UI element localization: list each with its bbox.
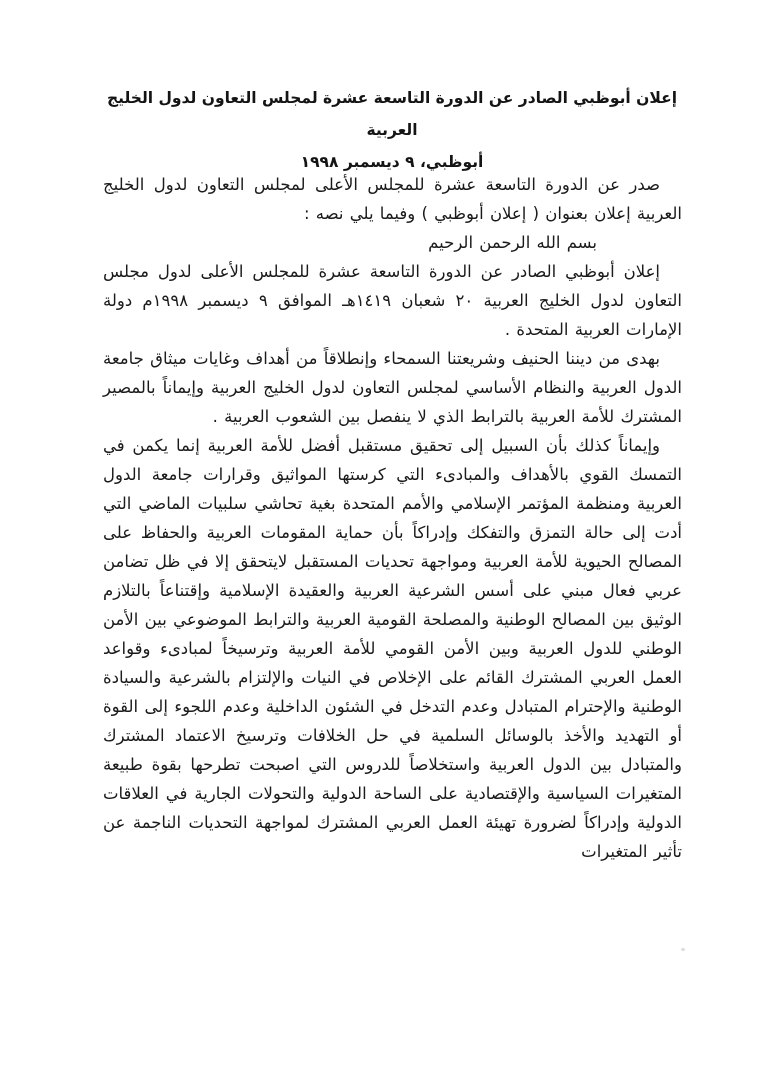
title-line-1: إعلان أبوظبي الصادر عن الدورة التاسعة عشرة لمجلس التعاون لدول الخليج العربية xyxy=(106,89,678,139)
paragraph-declaration-heading: إعلان أبوظبي الصادر عن الدورة التاسعة عشرة للمجلس الأعلى لدول مجلس التعاون لدول الخليج العربية ٢٠ شعبان ١٤١٩هـ الموافق ٩ ديسمبر ١٩٩٨م دولة الإمارات العربية المتحدة . xyxy=(103,262,682,339)
document-title xyxy=(100,82,684,178)
paragraph-main: وإيماناً كذلك بأن السبيل إلى تحقيق مستقبل أفضل للأمة العربية إنما يكمن في التمسك القوي بالأهداف والمبادىء التي كرستها المواثيق وقرارات جامعة الدول العربية ومنظمة المؤتمر الإسلامي والأمم المتحدة بغية تحاشي سلبيات الماضي التي أدت إلى حالة التمزق والتفكك وإدراكاً بأن حماية المقومات العربية والحفاظ على المصالح الحيوية للأمة العربية ومواجهة تحديات المستقبل لايتحقق إلا في ظل تضامن عربي فعال مبني على أسس الشرعية العربية والعقيدة الإسلامية وإقتناعاً بالتلازم الوثيق بين المصالح الوطنية والمصلحة القومية العربية والترابط الموضوعي بين الأمن الوطني للدول العربية وبين الأمن القومي للأمة العربية وترسيخاً لمبادىء وقواعد العمل العربي المشترك القائم على الإخلاص في النيات والإلتزام بالشرعية والسيادة الوطنية والإحترام المتبادل وعدم التدخل في الشئون الداخلية وعدم اللجوء إلى القوة أو التهديد والأخذ بالوسائل السلمية في حل الخلافات وترسيخ الاعتماد المشترك والمتبادل بين الدول العربية واستخلاصاً للدروس التي اصبحت تطرحها بقوة طبيعة المتغيرات السياسية والإقتصادية على الساحة الدولية والتحولات الجارية في العلاقات الدولية وإدراكاً لضرورة تهيئة العمل العربي المشترك لمواجهة التحديات الناجمة عن تأثير المتغيرات xyxy=(103,436,682,861)
document-body xyxy=(103,170,682,866)
scan-speck xyxy=(681,948,685,951)
paragraph-opening: صدر عن الدورة التاسعة عشرة للمجلس الأعلى لمجلس التعاون لدول الخليج العربية إعلان بعنوان ( إعلان أبوظبي ) وفيما يلي نصه : xyxy=(103,175,682,223)
title-line-2: أبوظبي، ٩ ديسمبر ١٩٩٨ xyxy=(300,153,484,171)
paragraph-preamble: بهدى من ديننا الحنيف وشريعتنا السمحاء وإنطلاقاً من أهداف وغايات ميثاق جامعة الدول العربية والنظام الأساسي لمجلس التعاون لدول الخليج العربية وإيماناً بالمصير المشترك للأمة العربية بالترابط الذي لا ينفصل بين الشعوب العربية . xyxy=(103,349,682,426)
paragraph-basmala: بسم الله الرحمن الرحيم xyxy=(428,233,597,252)
